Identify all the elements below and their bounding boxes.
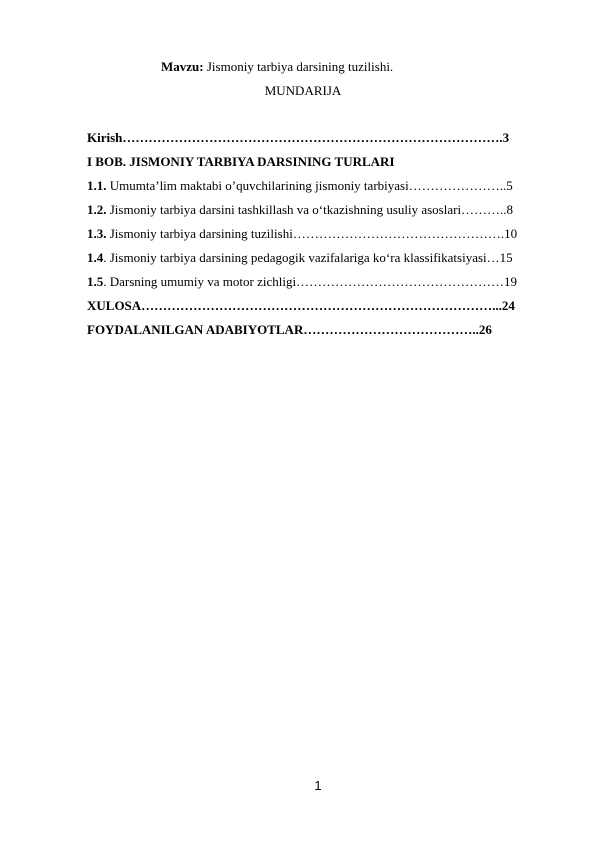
topic-title: Jismoniy tarbiya darsining tuzilishi. bbox=[203, 59, 394, 74]
toc-entry-1-2 bbox=[87, 202, 557, 226]
page-number: 1 bbox=[314, 778, 322, 793]
toc-entry-number: 1.4 bbox=[87, 250, 104, 265]
toc-entry-text: Jismoniy tarbiya darsini tashkillash va o‘tkazishning usuliy asoslari………..8 bbox=[106, 202, 514, 217]
table-of-contents bbox=[87, 130, 557, 346]
toc-entry-number: 1.3. bbox=[87, 226, 107, 241]
toc-entry-text: Kirish…………………………………………………………………………….3 bbox=[87, 130, 510, 145]
toc-entry-text: FOYDALANILGAN ADABIYOTLAR…………………………………..26 bbox=[87, 322, 492, 337]
toc-entry-text: Umumta’lim maktabi o’quvchilarining jismoniy tarbiyasi…………………..5 bbox=[106, 178, 513, 193]
toc-entry-references bbox=[87, 322, 557, 346]
topic-line bbox=[161, 59, 393, 75]
toc-entry-text: . Darsning umumiy va motor zichligi…………………………………………19 bbox=[103, 274, 518, 289]
toc-entry-1-1 bbox=[87, 178, 557, 202]
toc-entry-introduction bbox=[87, 130, 557, 154]
toc-entry-number: 1.2. bbox=[87, 202, 107, 217]
toc-entry-1-5 bbox=[87, 274, 557, 298]
toc-entry-chapter-1 bbox=[87, 154, 557, 178]
toc-entry-1-3 bbox=[87, 226, 557, 250]
toc-entry-text: . Jismoniy tarbiya darsining pedagogik vazifalariga ko‘ra klassifikatsiyasi…15 bbox=[103, 250, 513, 265]
toc-entry-text: Jismoniy tarbiya darsining tuzilishi………………………………………….10 bbox=[106, 226, 518, 241]
toc-entry-conclusion bbox=[87, 298, 557, 322]
toc-entry-text: I BOB. JISMONIY TARBIYA DARSINING TURLARI bbox=[87, 154, 395, 169]
topic-label: Mavzu: bbox=[161, 59, 204, 74]
toc-entry-number: 1.1. bbox=[87, 178, 107, 193]
contents-heading: MUNDARIJA bbox=[264, 83, 342, 98]
toc-entry-number: 1.5 bbox=[87, 274, 104, 289]
toc-entry-1-4 bbox=[87, 250, 557, 274]
toc-entry-text: XULOSA………………………………………………………………………...24 bbox=[87, 298, 515, 313]
